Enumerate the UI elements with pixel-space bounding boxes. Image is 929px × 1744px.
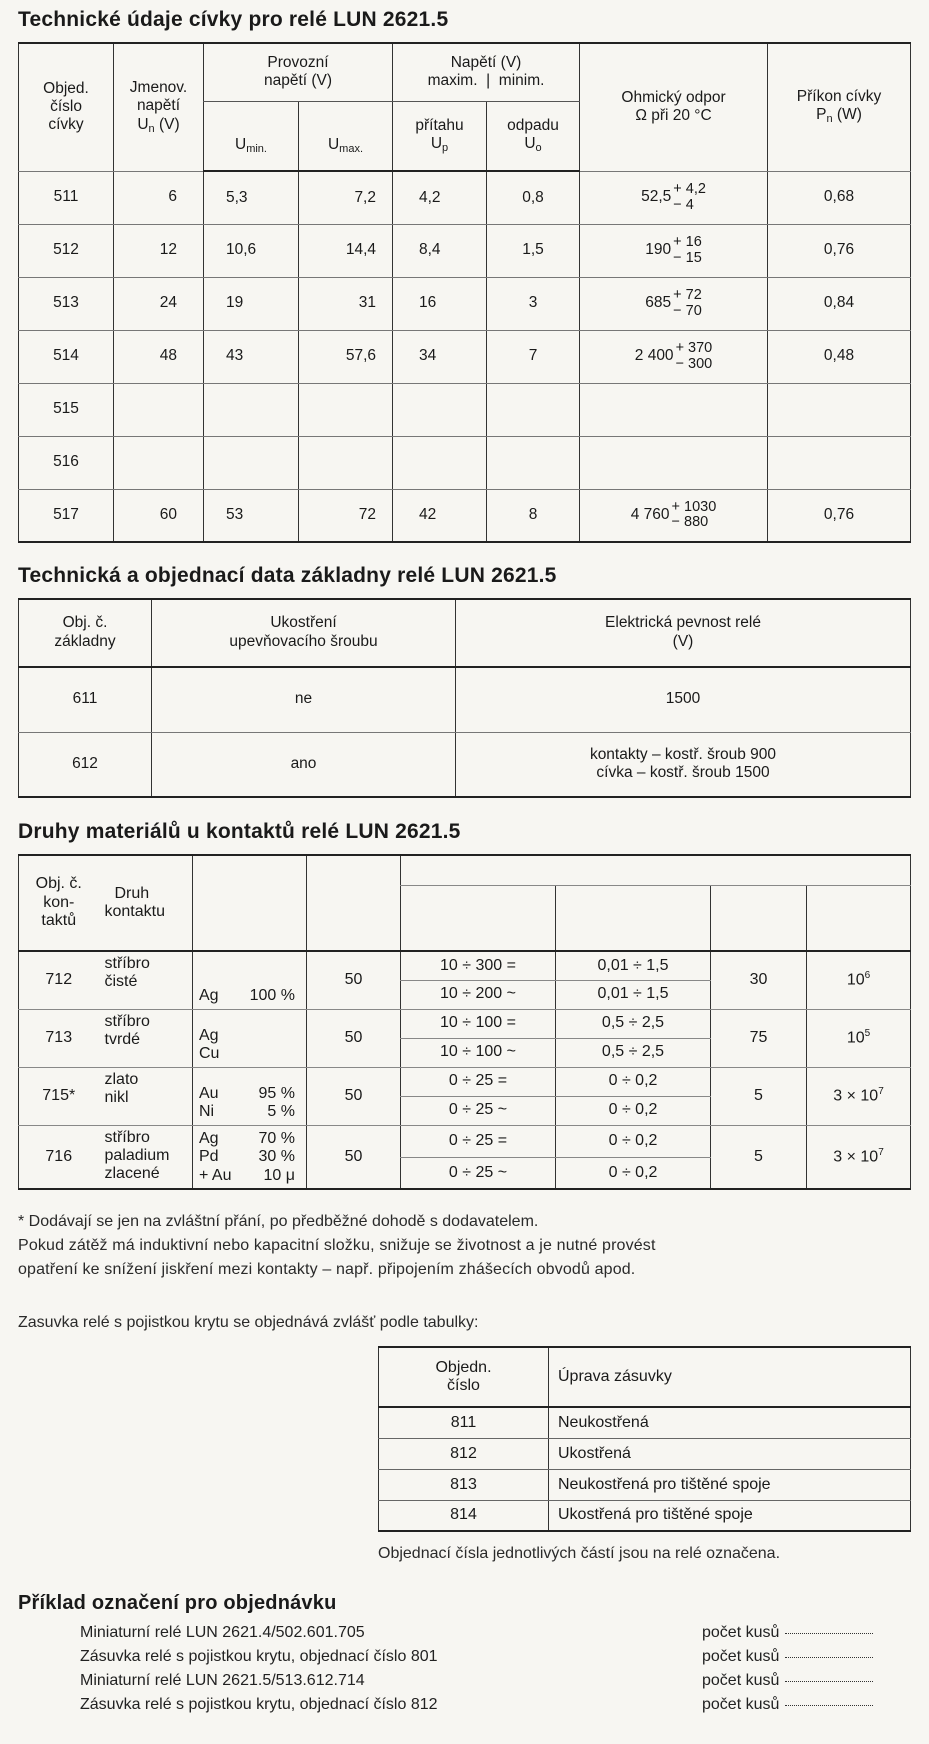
cell-druh: [99, 951, 193, 1009]
cell-druh: [99, 1067, 193, 1125]
header-umin: $U_{min.}$: [204, 101, 299, 171]
cell-pevnost: kontakty – kostř. šroub 900 cívka – kostř. šroub 1500: [456, 732, 911, 797]
material-symbol: Au: [199, 1084, 219, 1102]
table-row: [19, 732, 911, 797]
odpor-value: 685: [645, 294, 672, 312]
cell-odpor: [580, 171, 768, 224]
cell-odpor: [580, 383, 768, 436]
cell-ukostreni: ne: [152, 667, 456, 732]
qty-dotted-line: [785, 1657, 873, 1658]
material-line: [199, 1148, 295, 1166]
base-data-table: [18, 598, 911, 798]
cell-prikon: [768, 383, 911, 436]
cell-un: 6: [114, 171, 204, 224]
note-line-2: opatření ke snížení jiskření mezi kontakty – např. připojením zhášecích obvodů apod.: [18, 1261, 636, 1278]
cell-voltage: 0 ÷ 25 ~: [401, 1157, 556, 1189]
header-faded-4: [307, 855, 401, 951]
tolerance-minus: − 300: [675, 355, 713, 372]
life-exponent: 7: [878, 1086, 884, 1098]
cell-un: 12: [114, 224, 204, 277]
druh-line: stříbro: [104, 955, 150, 972]
druh-line: čisté: [104, 973, 138, 991]
odpor-value: 190: [645, 241, 672, 259]
cell-up: 42: [393, 489, 487, 542]
section1-title: Technické údaje cívky pro relé LUN 2621.5: [18, 8, 449, 31]
cell-up: 4,2: [393, 171, 487, 224]
material-symbol: Ag: [199, 1129, 219, 1147]
cell-umax: [299, 436, 393, 489]
note-line-1: Pokud zátěž má induktivní nebo kapacitní složku, snižuje se životnost a je nutné provést: [18, 1237, 656, 1254]
header-obj-kontaktu: Obj. č. kon- taktů: [19, 855, 99, 951]
cell-obj: 513: [19, 277, 114, 330]
qty-label: počet kusů: [702, 1624, 780, 1641]
druh-line: stříbro: [104, 1012, 150, 1030]
cell-uo: 0,8: [487, 171, 580, 224]
cell-obj: 715*: [19, 1067, 99, 1125]
cell-c7: 30: [711, 951, 807, 1009]
header-obj-zakladny: Obj. č. základny: [19, 599, 152, 667]
cell-uo: [487, 383, 580, 436]
material-line: [199, 987, 295, 1005]
tolerance-minus: − 70: [673, 302, 702, 319]
tolerance-plus: + 16: [673, 234, 702, 251]
cell-current: 0,5 ÷ 2,5: [556, 1038, 711, 1067]
tolerance-plus: + 4,2: [673, 181, 706, 198]
cell-umin: 5,3: [204, 171, 299, 224]
qty-field: [702, 1624, 873, 1642]
life-exponent: 5: [864, 1028, 871, 1040]
cell-obj: 516: [19, 436, 114, 489]
header-faded-material: [193, 855, 307, 951]
cell-current: 0 ÷ 0,2: [556, 1157, 711, 1189]
header-objedn-cislo: Objedn. číslo: [379, 1347, 549, 1407]
coil-data-table: [18, 42, 911, 543]
cell-c7: 5: [711, 1125, 807, 1189]
cell-obj: 813: [379, 1469, 549, 1500]
life-base: 10: [846, 971, 865, 989]
material-amount: 30 %: [258, 1148, 295, 1166]
cell-c4: 50: [307, 1009, 401, 1067]
header-ohmicky-odpor: Ohmický odpor Ω při 20 °C: [580, 43, 768, 171]
header-faded-voltage: [401, 885, 556, 951]
druh-line: nikl: [104, 1088, 129, 1106]
cell-current: 0 ÷ 0,2: [556, 1067, 711, 1096]
cell-uprava: Neukostřená: [549, 1407, 911, 1438]
header-umax: $U_{max.}$: [299, 101, 393, 171]
cell-un: [114, 436, 204, 489]
cell-umin: 43: [204, 330, 299, 383]
qty-label: počet kusů: [702, 1672, 780, 1689]
tolerance-minus: − 15: [673, 249, 702, 266]
qty-field: [702, 1696, 873, 1714]
cell-obj: 514: [19, 330, 114, 383]
table-row: [19, 489, 911, 542]
cell-umax: 31: [299, 277, 393, 330]
header-obj-cislo-civky: Objed. číslo cívky: [19, 43, 114, 171]
cell-obj: 611: [19, 667, 152, 732]
header-ukostreni: Ukostření upevňovacího šroubu: [152, 599, 456, 667]
material-amount: 70 %: [258, 1129, 295, 1147]
cell-life: [807, 1067, 911, 1125]
material-symbol: Ni: [199, 1103, 215, 1121]
table-row: [19, 1125, 911, 1157]
socket-caption: Objednací čísla jednotlivých částí jsou na relé označena.: [378, 1545, 781, 1562]
cell-obj: 517: [19, 489, 114, 542]
cell-voltage: 10 ÷ 100 =: [401, 1009, 556, 1038]
material-line: [199, 1103, 295, 1121]
cell-current: 0 ÷ 0,2: [556, 1096, 711, 1125]
material-line: [199, 1085, 295, 1103]
material-line: [199, 1167, 295, 1185]
table-row: [19, 224, 911, 277]
cell-c7: 75: [711, 1009, 807, 1067]
table-row: [19, 383, 911, 436]
cell-voltage: 10 ÷ 200 ~: [401, 980, 556, 1009]
cell-current: 0,01 ÷ 1,5: [556, 980, 711, 1009]
contact-materials-table: [18, 854, 911, 1190]
cell-obj: 511: [19, 171, 114, 224]
cell-up: [393, 436, 487, 489]
qty-label: počet kusů: [702, 1648, 780, 1665]
cell-life: [807, 1009, 911, 1067]
cell-uprava: Ukostřená pro tištěné spoje: [549, 1500, 911, 1531]
cell-un: 48: [114, 330, 204, 383]
cell-umax: 57,6: [299, 330, 393, 383]
cell-odpor: [580, 330, 768, 383]
header-pritahu: přítahu $U_p$: [393, 101, 487, 171]
cell-material: [193, 1125, 307, 1189]
material-line: [199, 1045, 295, 1063]
table-row: [379, 1500, 911, 1531]
material-symbol: Cu: [199, 1045, 220, 1063]
druh-line: stříbro: [104, 1128, 150, 1146]
cell-up: 34: [393, 330, 487, 383]
header-jmenovite-napeti: Jmenov. napětí $U_n$ (V): [114, 43, 204, 171]
odpor-value: 4 760: [630, 506, 670, 524]
table-row: [19, 171, 911, 224]
cell-umax: 72: [299, 489, 393, 542]
tolerance-minus: − 4: [673, 196, 694, 213]
socket-intro: Zasuvka relé s pojistkou krytu se objednává zvlášť podle tabulky:: [18, 1314, 479, 1331]
cell-voltage: 0 ÷ 25 ~: [401, 1096, 556, 1125]
life-base: 3 × 10: [833, 1087, 879, 1105]
table-row: [19, 951, 911, 980]
qty-field: [702, 1648, 873, 1666]
cell-material: [193, 1067, 307, 1125]
qty-dotted-line: [785, 1705, 873, 1706]
cell-c4: 50: [307, 1125, 401, 1189]
druh-line: zlato: [104, 1070, 139, 1088]
cell-ukostreni: ano: [152, 732, 456, 797]
cell-umin: 10,6: [204, 224, 299, 277]
tolerance-plus: + 72: [673, 287, 702, 304]
druh-line: tvrdé: [104, 1030, 141, 1048]
cell-voltage: 0 ÷ 25 =: [401, 1125, 556, 1157]
material-amount: 10 μ: [263, 1166, 295, 1184]
cell-un: 60: [114, 489, 204, 542]
qty-dotted-line: [785, 1681, 873, 1682]
cell-up: 16: [393, 277, 487, 330]
cell-uprava: Ukostřená: [549, 1438, 911, 1469]
cell-odpor: [580, 489, 768, 542]
cell-current: 0,01 ÷ 1,5: [556, 951, 711, 980]
cell-druh: [99, 1009, 193, 1067]
cell-c7: 5: [711, 1067, 807, 1125]
socket-table: [378, 1346, 911, 1532]
cell-obj: 812: [379, 1438, 549, 1469]
cell-material: [193, 1009, 307, 1067]
cell-obj: 814: [379, 1500, 549, 1531]
cell-uo: 7: [487, 330, 580, 383]
cell-umax: [299, 383, 393, 436]
life-base: 10: [846, 1029, 865, 1047]
druh-line: zlacené: [104, 1165, 160, 1183]
cell-life: [807, 951, 911, 1009]
table-row: [19, 277, 911, 330]
material-symbol: Ag: [199, 987, 219, 1005]
cell-uo: [487, 436, 580, 489]
cell-current: 0,5 ÷ 2,5: [556, 1009, 711, 1038]
cell-pevnost: 1500: [456, 667, 911, 732]
qty-field: [702, 1672, 873, 1690]
cell-umin: [204, 436, 299, 489]
cell-prikon: 0,48: [768, 330, 911, 383]
cell-up: 8,4: [393, 224, 487, 277]
table-row: [379, 1469, 911, 1500]
example-line: Miniaturní relé LUN 2621.4/502.601.705: [80, 1624, 365, 1641]
header-odpadu: odpadu $U_o$: [487, 101, 580, 171]
cell-odpor: [580, 277, 768, 330]
table-row: [19, 330, 911, 383]
header-faded-life: [807, 885, 911, 951]
cell-voltage: 10 ÷ 300 =: [401, 951, 556, 980]
example-title: Příklad označení pro objednávku: [18, 1592, 337, 1614]
table-row: [19, 667, 911, 732]
odpor-value: 52,5: [641, 188, 672, 206]
odpor-value: 2 400: [634, 347, 674, 365]
table-row: [19, 1067, 911, 1096]
cell-druh: [99, 1125, 193, 1189]
footnote: * Dodávají se jen na zvláštní přání, po předběžné dohodě s dodavatelem.: [18, 1213, 539, 1230]
header-prikon-civky: Příkon cívky $P_n$ (W): [768, 43, 911, 171]
cell-uprava: Neukostřená pro tištěné spoje: [549, 1469, 911, 1500]
cell-umax: 7,2: [299, 171, 393, 224]
cell-uo: 1,5: [487, 224, 580, 277]
header-faded-current: [556, 885, 711, 951]
cell-odpor: [580, 436, 768, 489]
material-symbol: Pd: [199, 1148, 219, 1166]
cell-life: [807, 1125, 911, 1189]
table-row: [19, 436, 911, 489]
cell-material: [193, 951, 307, 1009]
tolerance-plus: + 370: [675, 340, 713, 357]
material-amount: 100 %: [249, 987, 295, 1005]
example-line: Zásuvka relé s pojistkou krytu, objednací číslo 812: [80, 1696, 438, 1713]
cell-umax: 14,4: [299, 224, 393, 277]
section3-title: Druhy materiálů u kontaktů relé LUN 2621.5: [18, 820, 461, 843]
cell-prikon: 0,84: [768, 277, 911, 330]
cell-obj: 612: [19, 732, 152, 797]
cell-obj: 512: [19, 224, 114, 277]
header-elektricka-pevnost: Elektrická pevnost relé (V): [456, 599, 911, 667]
table-row: [19, 1009, 911, 1038]
cell-odpor: [580, 224, 768, 277]
cell-up: [393, 383, 487, 436]
cell-obj: 713: [19, 1009, 99, 1067]
cell-umin: 19: [204, 277, 299, 330]
life-exponent: 6: [864, 970, 871, 982]
cell-voltage: 10 ÷ 100 ~: [401, 1038, 556, 1067]
cell-obj: 712: [19, 951, 99, 1009]
header-provozni-napeti: Provozní napětí (V): [204, 43, 393, 101]
druh-line: paladium: [104, 1146, 170, 1164]
cell-c4: 50: [307, 1067, 401, 1125]
cell-prikon: 0,68: [768, 171, 911, 224]
cell-current: 0 ÷ 0,2: [556, 1125, 711, 1157]
cell-c4: 50: [307, 951, 401, 1009]
cell-prikon: 0,76: [768, 224, 911, 277]
life-exponent: 7: [878, 1146, 884, 1158]
example-line: Zásuvka relé s pojistkou krytu, objednací číslo 801: [80, 1648, 438, 1665]
material-amount: 5 %: [267, 1103, 295, 1121]
cell-uo: 8: [487, 489, 580, 542]
header-faded-7: [711, 885, 807, 951]
cell-prikon: 0,76: [768, 489, 911, 542]
material-amount: 95 %: [258, 1084, 295, 1102]
cell-obj: 716: [19, 1125, 99, 1189]
cell-prikon: [768, 436, 911, 489]
header-faded-group: [401, 855, 911, 885]
life-base: 3 × 10: [833, 1148, 879, 1166]
header-uprava-zasuvky: Úprava zásuvky: [549, 1347, 911, 1407]
tolerance-plus: + 1030: [671, 499, 717, 516]
qty-dotted-line: [785, 1633, 873, 1634]
cell-un: [114, 383, 204, 436]
material-symbol: + Au: [199, 1166, 232, 1184]
cell-umin: 53: [204, 489, 299, 542]
material-line: [199, 1027, 295, 1045]
table-row: [379, 1438, 911, 1469]
tolerance-minus: − 880: [671, 514, 709, 531]
cell-voltage: 0 ÷ 25 =: [401, 1067, 556, 1096]
cell-umin: [204, 383, 299, 436]
cell-uo: 3: [487, 277, 580, 330]
header-napeti: Napětí (V) maxim. | minim.: [393, 43, 580, 101]
material-line: [199, 1130, 295, 1148]
section2-title: Technická a objednací data základny relé LUN 2621.5: [18, 564, 557, 587]
material-symbol: Ag: [199, 1026, 219, 1044]
qty-label: počet kusů: [702, 1696, 780, 1713]
cell-obj: 811: [379, 1407, 549, 1438]
cell-un: 24: [114, 277, 204, 330]
header-druh-kontaktu: Druh kontaktu: [99, 855, 193, 951]
cell-obj: 515: [19, 383, 114, 436]
example-line: Miniaturní relé LUN 2621.5/513.612.714: [80, 1672, 365, 1689]
table-row: [379, 1407, 911, 1438]
